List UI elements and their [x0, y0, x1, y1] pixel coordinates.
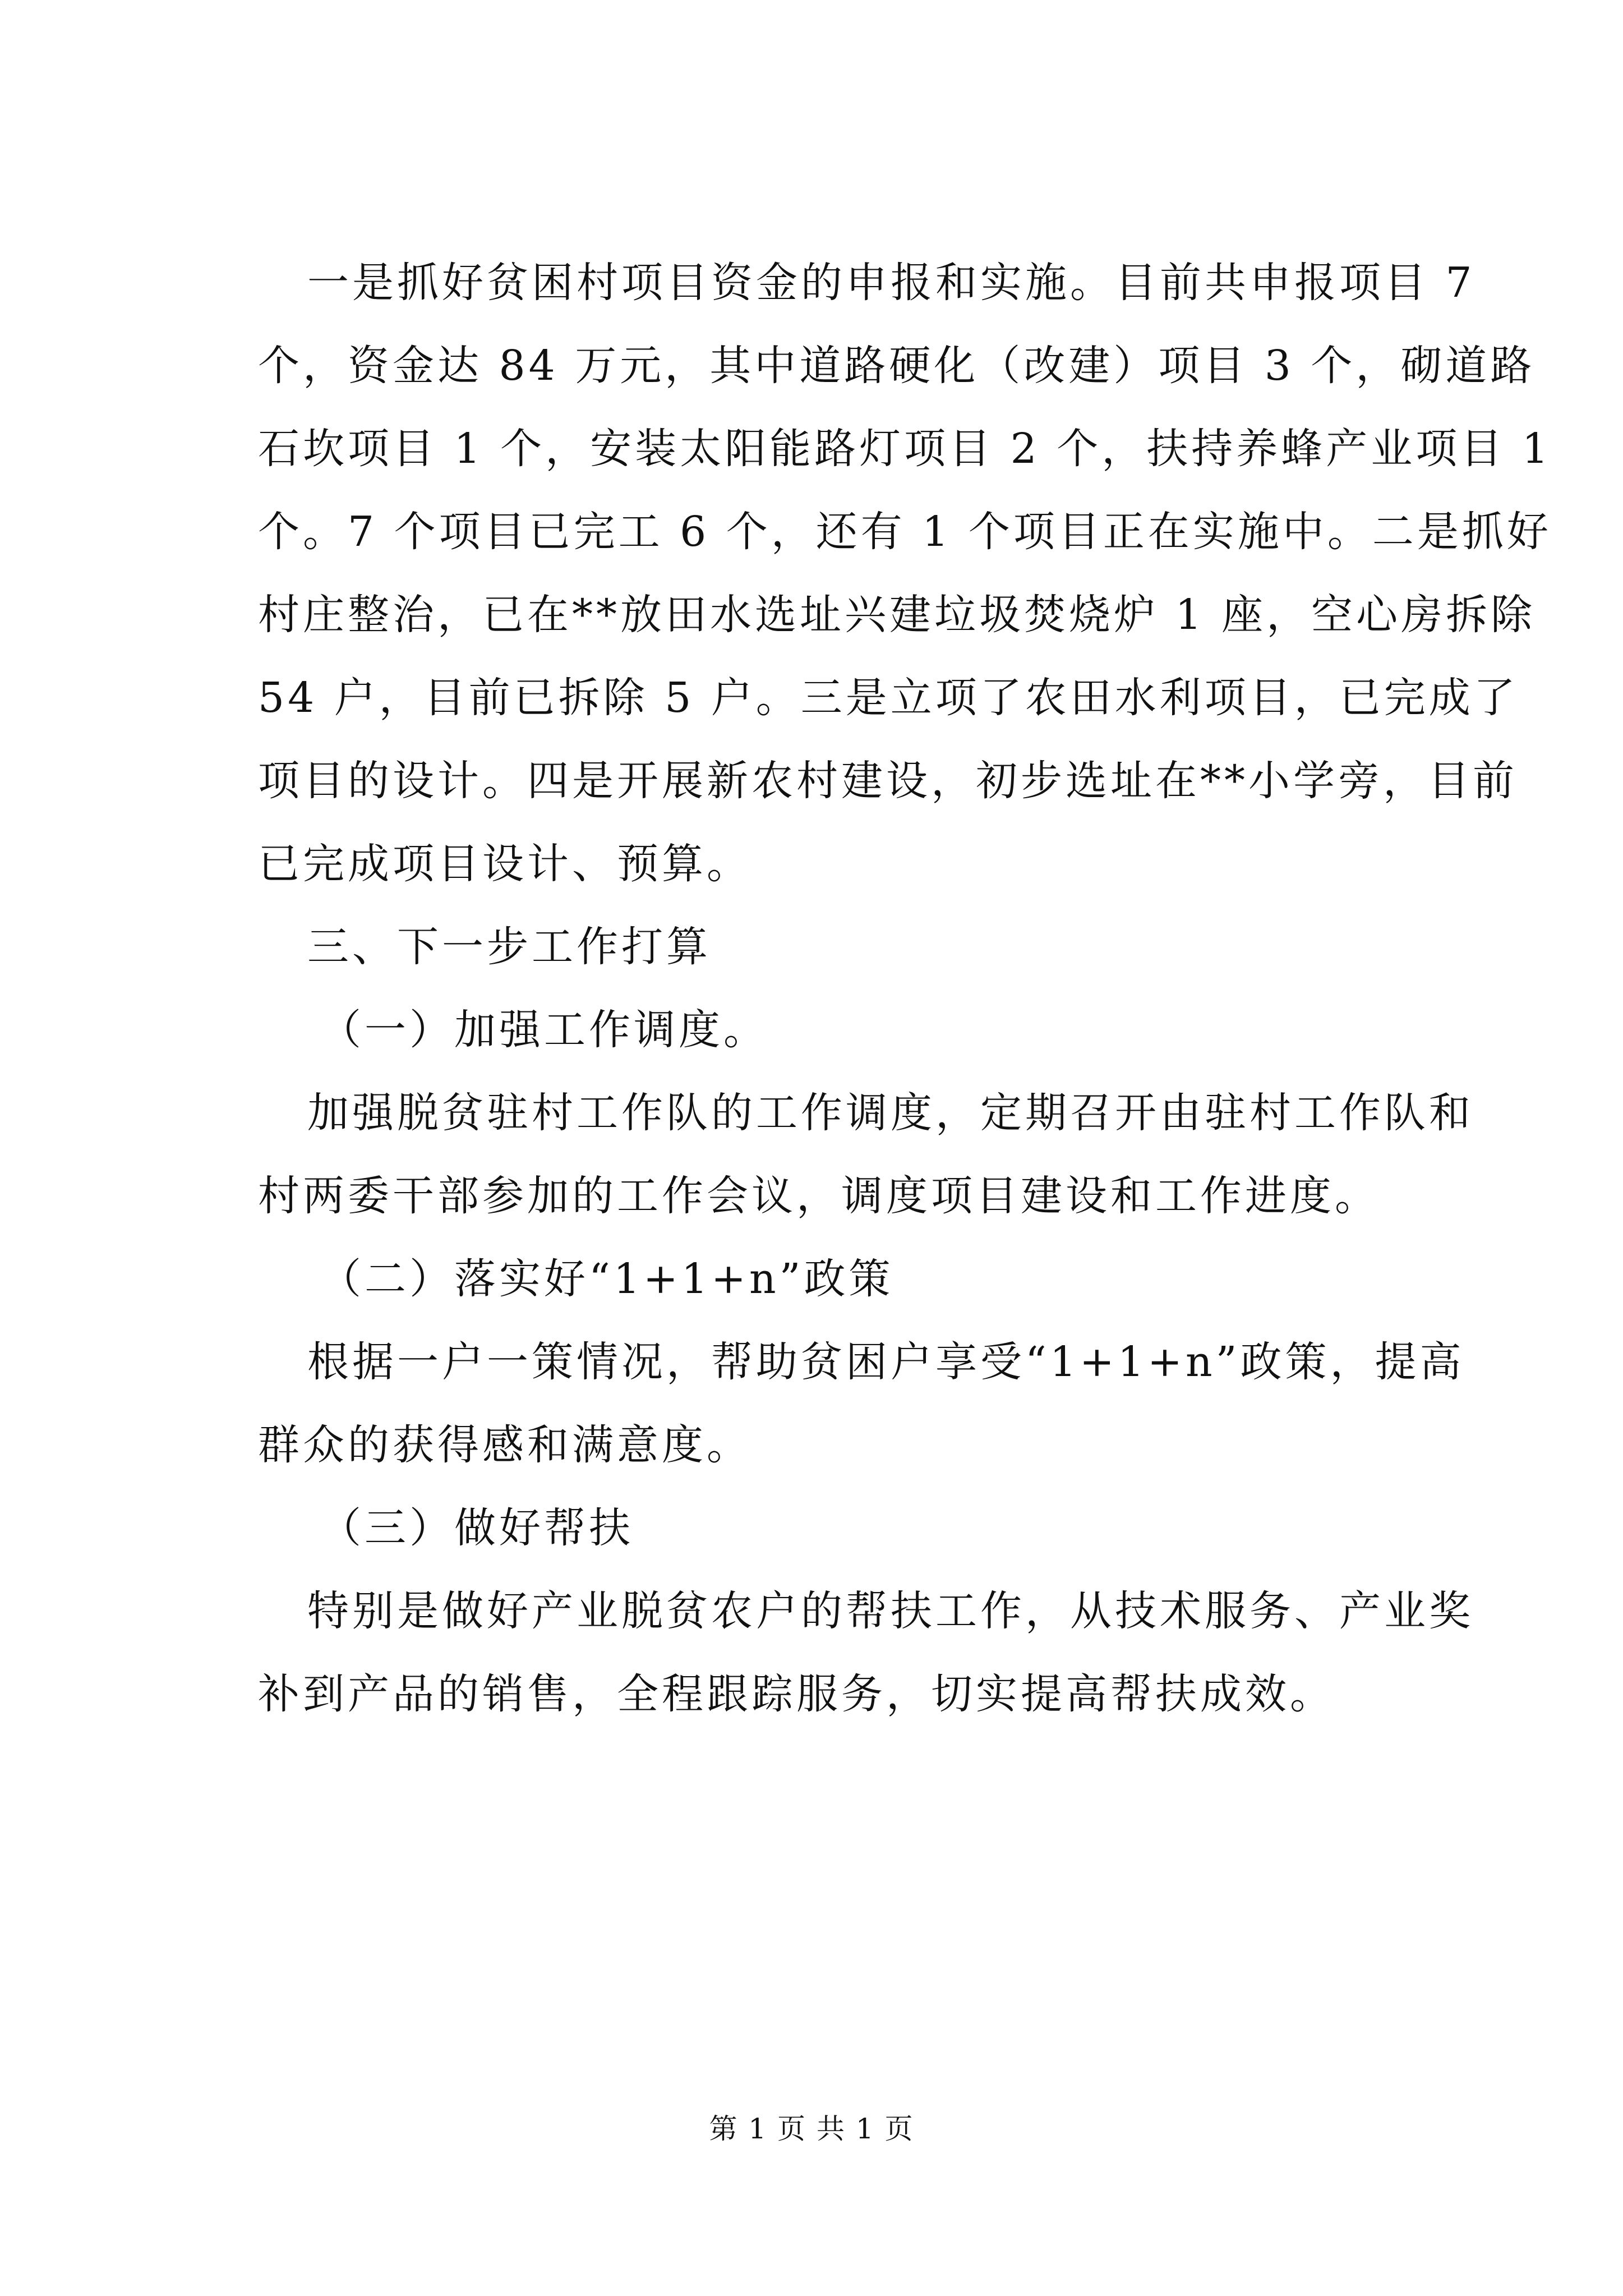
paragraph-line: 一是抓好贫困村项目资金的申报和实施。目前共申报项目 7	[307, 259, 1476, 307]
paragraph-line: 已完成项目设计、预算。	[258, 840, 751, 888]
paragraph-line: 根据一户一策情况，帮助贫困户享受“1+1+n”政策，提高	[307, 1338, 1465, 1386]
paragraph-line: 补到产品的销售，全程跟踪服务，切实提高帮扶成效。	[258, 1670, 1335, 1718]
paragraph-line: 特别是做好产业脱贫农户的帮扶工作，从技术服务、产业奖	[307, 1587, 1474, 1635]
paragraph-line: 石坎项目 1 个，安装太阳能路灯项目 2 个，扶持养蜂产业项目 1	[258, 425, 1552, 473]
paragraph-line: 54 户，目前已拆除 5 户。三是立项了农田水利项目，已完成了	[258, 674, 1519, 722]
paragraph-line: 个。7 个项目已完工 6 个，还有 1 个项目正在实施中。二是抓好	[258, 508, 1552, 556]
paragraph-line: 个，资金达 84 万元，其中道路硬化（改建）项目 3 个，砌道路	[258, 342, 1536, 390]
paragraph-line: 加强脱贫驻村工作队的工作调度，定期召开由驻村工作队和	[307, 1089, 1474, 1137]
paragraph-line: 村两委干部参加的工作会议，调度项目建设和工作进度。	[258, 1172, 1380, 1220]
page-number-label: 第 1 页 共 1 页	[709, 2113, 914, 2145]
paragraph-line: 项目的设计。四是开展新农村建设，初步选址在**小学旁，目前	[258, 757, 1518, 805]
paragraph-line: 群众的获得感和满意度。	[258, 1421, 751, 1469]
subsection-heading: （一）加强工作调度。	[320, 1006, 768, 1054]
document-body	[258, 241, 1552, 1736]
subsection-heading: （二）落实好“1+1+n”政策	[320, 1255, 894, 1303]
subsection-heading: （三）做好帮扶	[320, 1504, 634, 1552]
section-heading: 三、下一步工作打算	[307, 923, 711, 971]
page-footer	[0, 2112, 1623, 2146]
paragraph-line: 村庄整治，已在**放田水选址兴建垃圾焚烧炉 1 座，空心房拆除	[258, 591, 1536, 639]
